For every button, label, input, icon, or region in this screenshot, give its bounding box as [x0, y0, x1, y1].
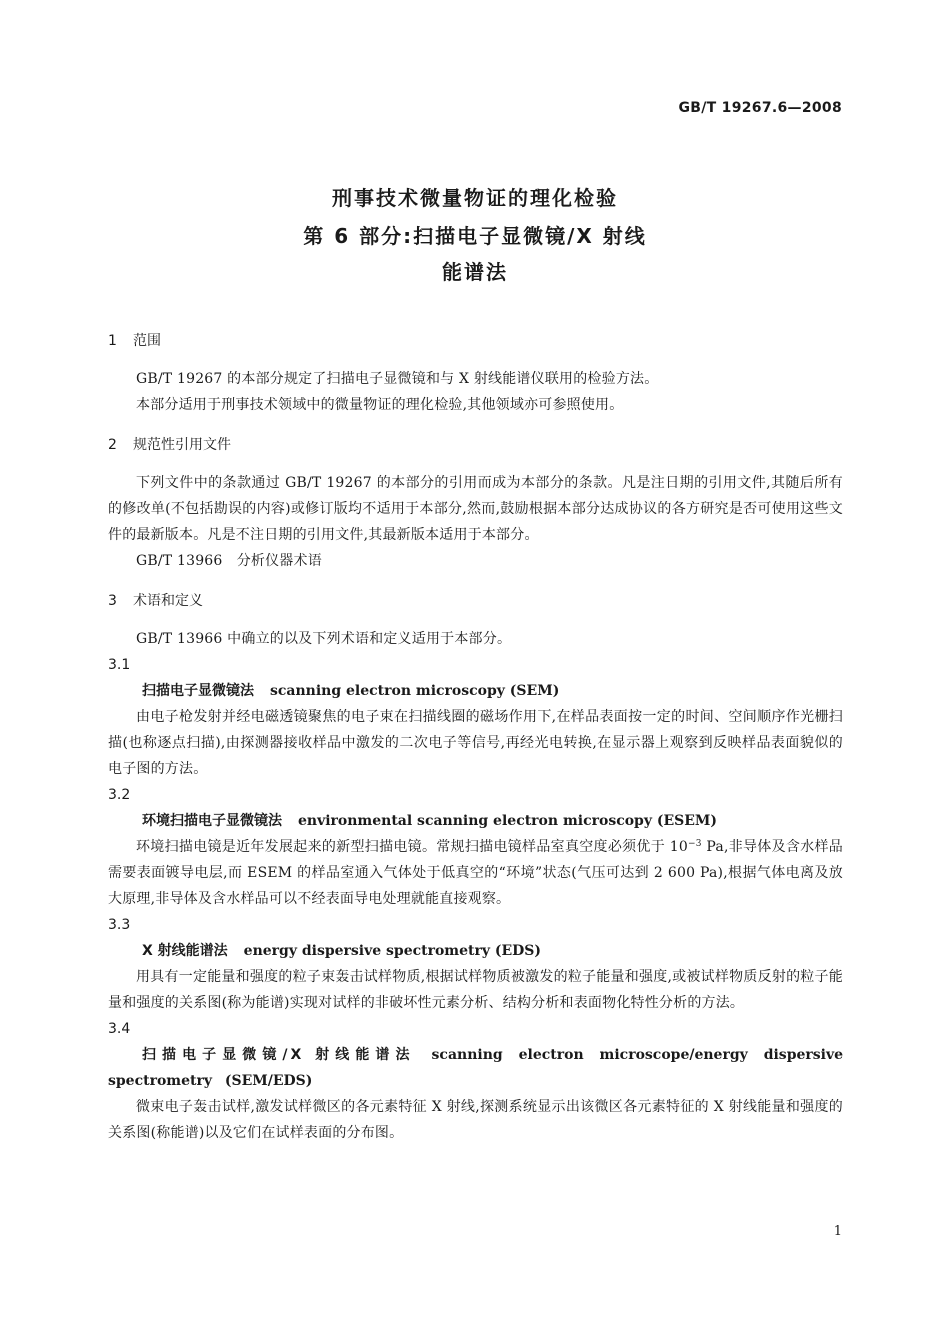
section-2-reference: GB/T 13966 分析仪器术语 — [136, 553, 322, 569]
standard-code: GB/T 19267.6—2008 — [678, 100, 842, 116]
definition-text: 环境扫描电镜是近年发展起来的新型扫描电镜。常规扫描电镜样品室真空度必须优于 10 — [136, 839, 688, 855]
term-3-2-title — [108, 808, 843, 834]
term-3-1-number: 3.1 — [108, 657, 131, 673]
term-3-1-definition: 由电子枪发射并经电磁透镜聚焦的电子束在扫描线圈的磁场作用下,在样品表面按一定的时间、空间顺序作光栅扫描(也称逐点扫描),由探测器接收样品中激发的二次电子等信号,再经光电转换,在显示器上观察到反映样品表面貌似的电子图的方法。 — [108, 709, 843, 777]
section-2-heading — [108, 432, 843, 458]
title-line-1: 刑事技术微量物证的理化检验 — [332, 186, 618, 210]
term-3-2-number: 3.2 — [108, 787, 131, 803]
term-en: scanning electron microscope/energy dispersive spectrometry (SEM/EDS) — [108, 1047, 844, 1089]
section-number: 1 — [108, 333, 117, 349]
term-en: energy dispersive spectrometry (EDS) — [243, 943, 542, 959]
section-2-para-1: 下列文件中的条款通过 GB/T 19267 的本部分的引用而成为本部分的条款。凡是注日期的引用文件,其随后所有的修改单(不包括勘误的内容)或修订版均不适用于本部分,然而,鼓励根据本部分达成协议的各方研究是否可使用这些文件的最新版本。凡是不注日期的引用文件,其最新版本适用于本部分。 — [108, 475, 843, 543]
section-3-heading — [108, 588, 843, 614]
term-3-4-title — [108, 1042, 843, 1094]
section-title: 范围 — [133, 333, 161, 349]
title-line-2: 第 6 部分:扫描电子显微镜/X 射线 — [303, 224, 647, 248]
term-3-3-number: 3.3 — [108, 917, 131, 933]
section-title: 规范性引用文件 — [133, 437, 231, 453]
section-1-para-1: GB/T 19267 的本部分规定了扫描电子显微镜和与 X 射线能谱仪联用的检验方法。 — [136, 371, 659, 387]
term-3-4-definition: 微束电子轰击试样,激发试样微区的各元素特征 X 射线,探测系统显示出该微区各元素特征的 X 射线能量和强度的关系图(称能谱)以及它们在试样表面的分布图。 — [108, 1099, 843, 1141]
section-1-para-2: 本部分适用于刑事技术领域中的微量物证的理化检验,其他领域亦可参照使用。 — [136, 397, 624, 413]
section-title: 术语和定义 — [133, 593, 203, 609]
term-zh: 扫描电子显微镜法 — [142, 683, 254, 699]
term-3-2-definition — [108, 834, 843, 912]
section-1-heading — [108, 328, 843, 354]
section-3-para-1: GB/T 13966 中确立的以及下列术语和定义适用于本部分。 — [136, 631, 512, 647]
exponent: −3 — [688, 839, 702, 849]
term-3-4-number: 3.4 — [108, 1021, 131, 1037]
term-zh: 环境扫描电子显微镜法 — [142, 813, 282, 829]
section-number: 3 — [108, 593, 117, 609]
document-body — [108, 328, 843, 1146]
section-number: 2 — [108, 437, 117, 453]
term-zh: 扫描电子显微镜/X 射线能谱法 — [142, 1047, 416, 1063]
term-3-3-definition: 用具有一定能量和强度的粒子束轰击试样物质,根据试样物质被激发的粒子能量和强度,或被试样物质反射的粒子能量和强度的关系图(称为能谱)实现对试样的非破坏性元素分析、结构分析和表面物化特性分析的方法。 — [108, 969, 843, 1011]
definition-text: Pa,非导体及含水样品需要表面镀导电层,而 ESEM 的样品室通入气体处于低真空的“环境”状态(气压可达到 2 600 Pa),根据气体电离及放大原理,非导体及含水样品可以不经表面导电处理就能直接观察。 — [108, 839, 843, 907]
page-number: 1 — [833, 1224, 842, 1239]
term-en: scanning electron microscopy (SEM) — [270, 683, 560, 699]
term-3-3-title — [108, 938, 843, 964]
title-line-3: 能谱法 — [442, 260, 508, 284]
term-zh: X 射线能谱法 — [142, 943, 228, 959]
term-en: environmental scanning electron microscopy (ESEM) — [298, 813, 718, 829]
term-3-1-title — [108, 678, 843, 704]
